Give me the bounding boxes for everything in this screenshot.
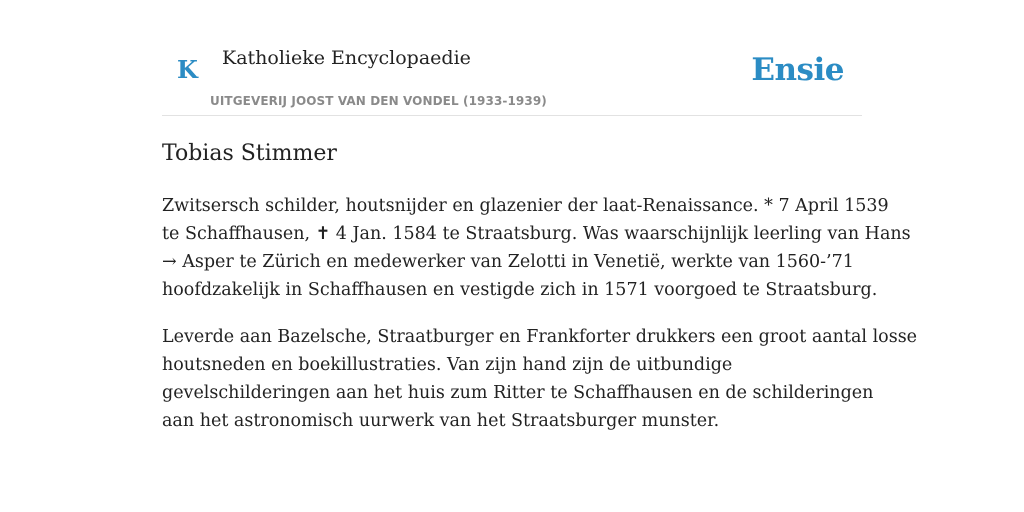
paragraph-line: aan het astronomisch uurwerk van het Straatsburger munster. [162, 411, 720, 431]
paragraph-line: Zwitsersch schilder, houtsnijder en glazenier der laat-Renaissance. * 7 April 1539 [162, 196, 889, 216]
paragraph-line: te Schaffhausen, ✝ 4 Jan. 1584 te Straatsburg. Was waarschijnlijk leerling van Hans [162, 224, 911, 244]
site-header [162, 0, 862, 116]
article-paragraph [162, 323, 918, 435]
paragraph-line: houtsneden en boekillustraties. Van zijn hand zijn de uitbundige [162, 355, 733, 375]
paragraph-line[interactable]: → Asper te Zürich en medewerker van Zelotti in Venetië, werkte van 1560-’71 [162, 252, 854, 272]
article-title: Tobias Stimmer [162, 141, 337, 166]
paragraph-line: Leverde aan Bazelsche, Straatburger en Frankforter drukkers een groot aantal losse [162, 327, 918, 347]
article-paragraph [162, 192, 911, 304]
ensie-logo-link[interactable]: Ensie [751, 52, 844, 88]
paragraph-line: hoofdzakelijk in Schaffhausen en vestigde zich in 1571 voorgoed te Straatsburg. [162, 280, 878, 300]
article [162, 138, 918, 435]
encyclopedia-logo-icon[interactable]: K [177, 55, 198, 84]
publisher-label: UITGEVERIJ JOOST VAN DEN VONDEL (1933-1939) [210, 94, 547, 108]
paragraph-line: gevelschilderingen aan het huis zum Ritter te Schaffhausen en de schilderingen [162, 383, 874, 403]
encyclopedia-title[interactable]: Katholieke Encyclopaedie [222, 47, 471, 69]
